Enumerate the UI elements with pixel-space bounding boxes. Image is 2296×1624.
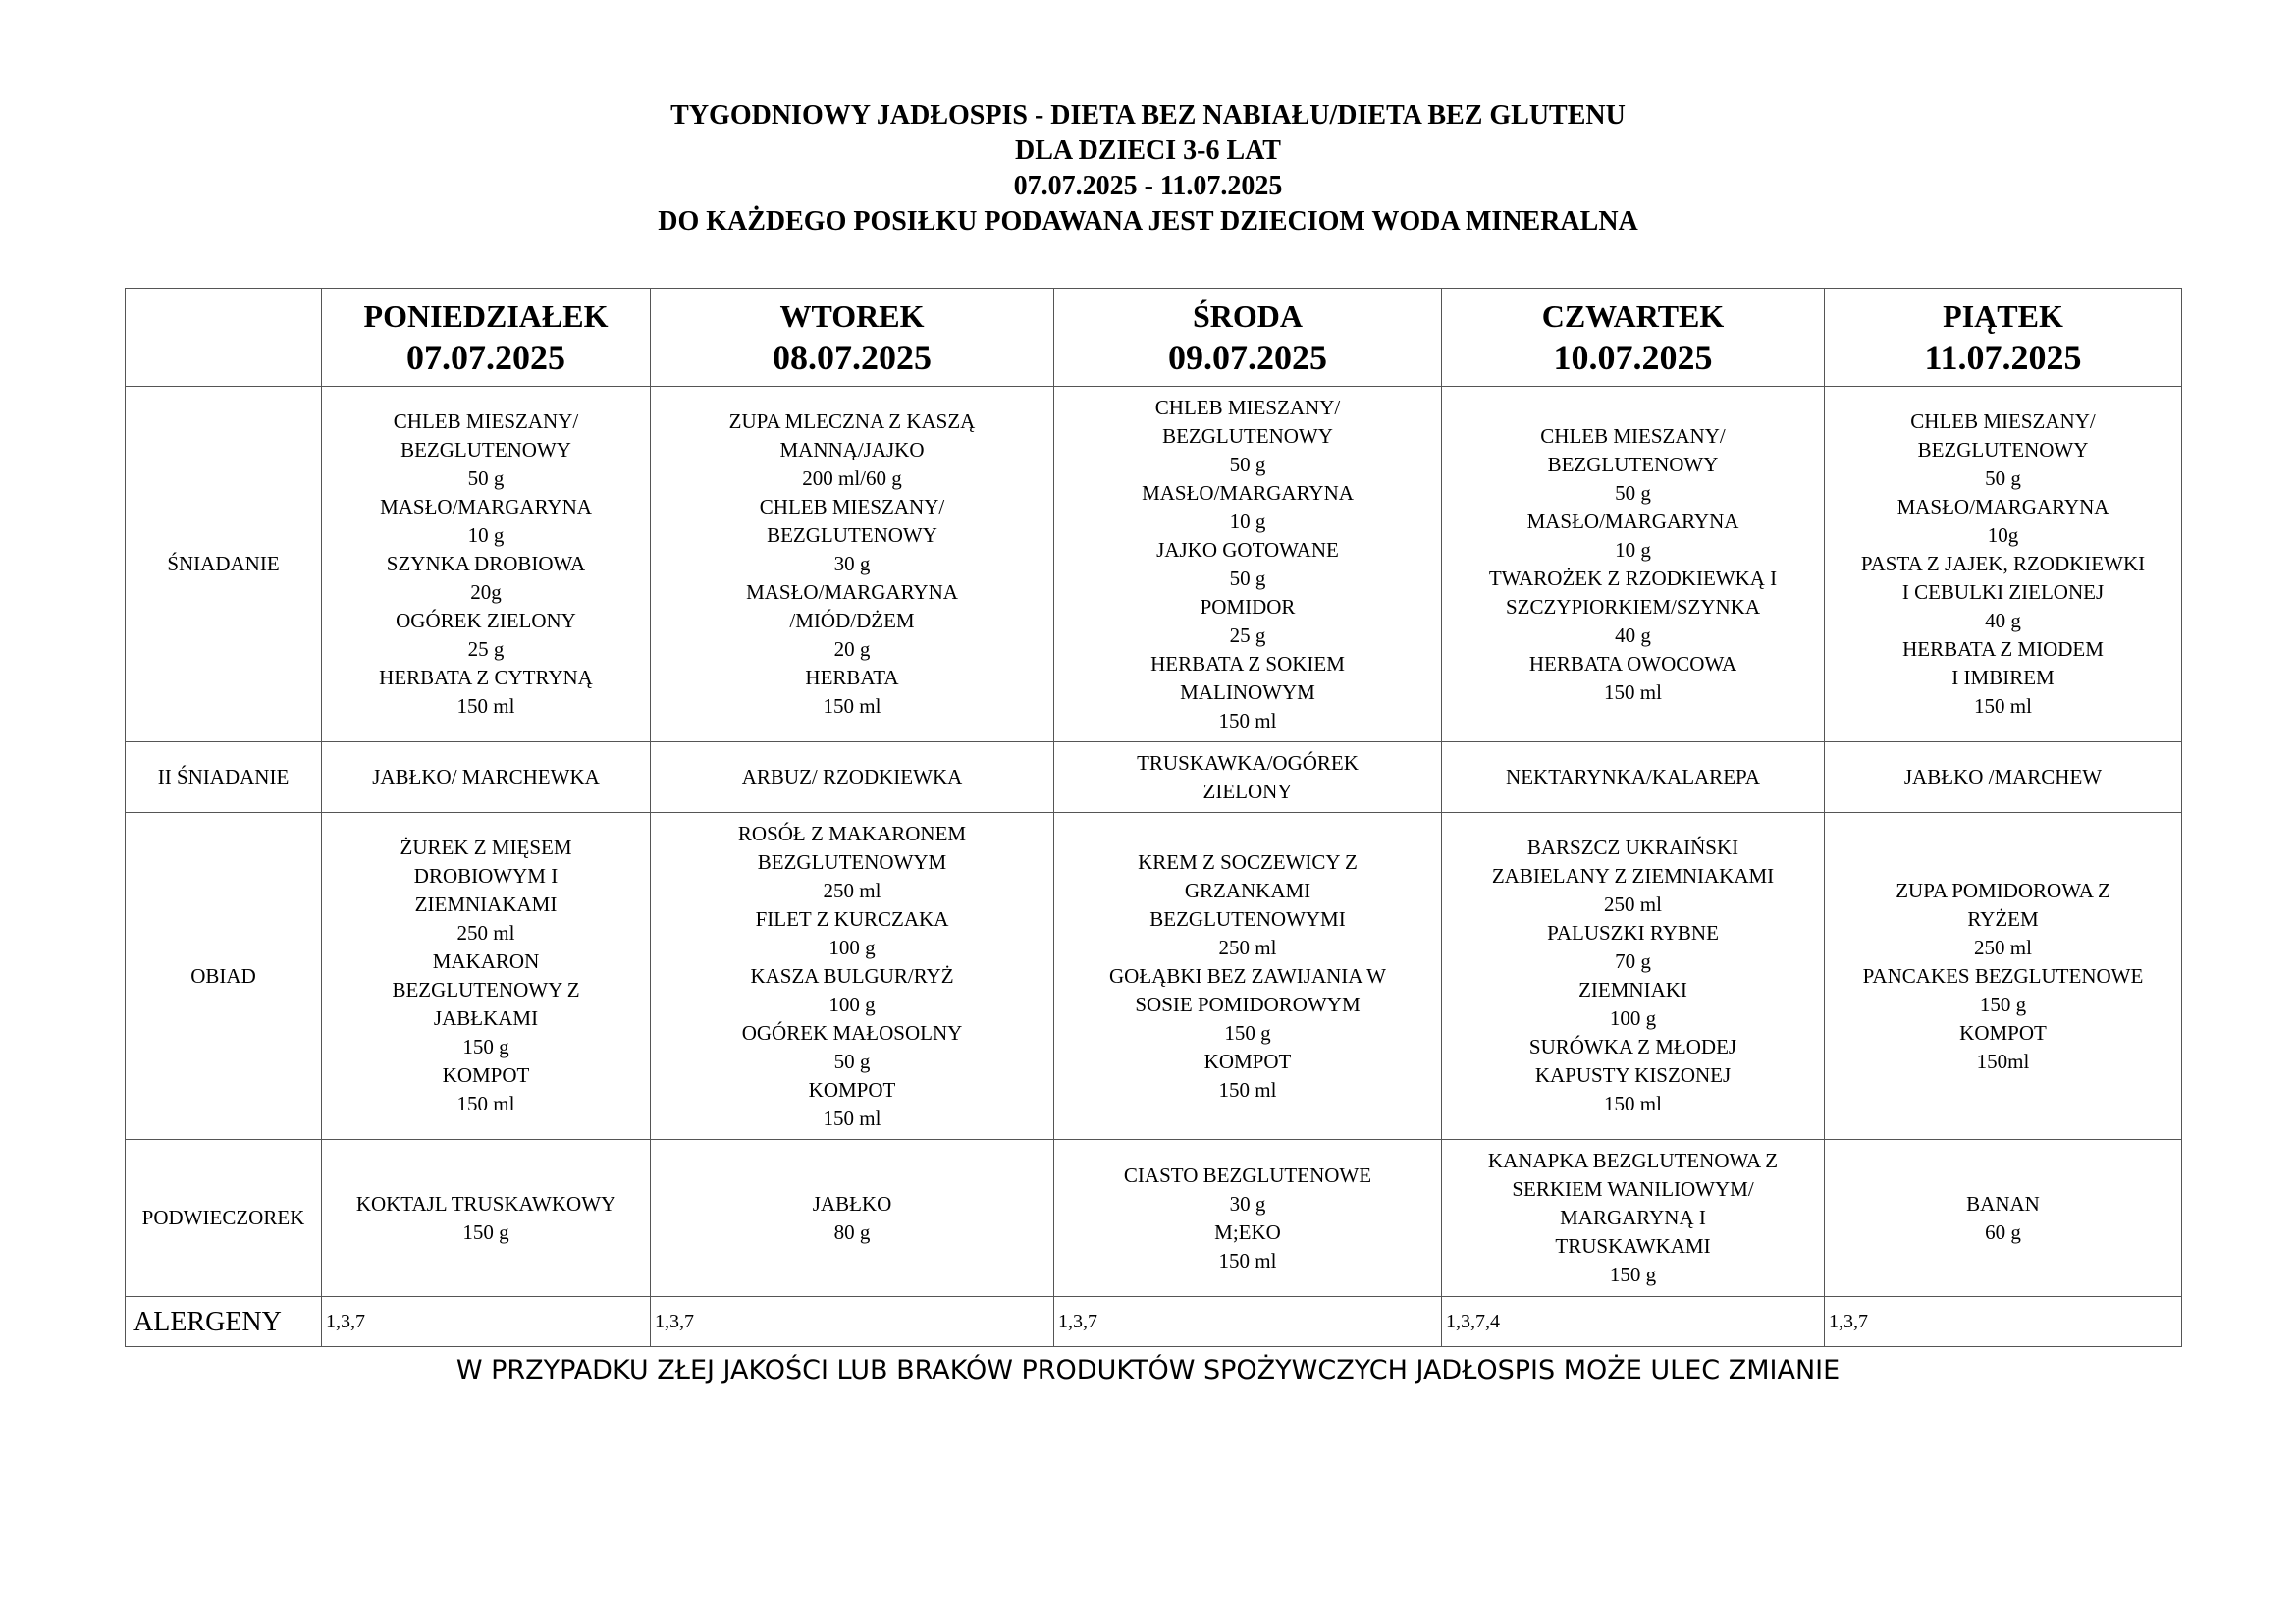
menu-item-line: 100 g xyxy=(828,935,876,959)
day-name: CZWARTEK xyxy=(1541,298,1725,334)
menu-item-line: ARBUZ/ RZODKIEWKA xyxy=(741,765,963,788)
meal-cell xyxy=(1442,387,1825,742)
menu-item-line: CHLEB MIESZANY/ xyxy=(1910,409,2096,433)
menu-table xyxy=(125,288,2182,1347)
menu-item-line: ZIELONY xyxy=(1202,779,1293,803)
menu-item-line: 40 g xyxy=(1985,609,2021,632)
menu-item-line: 30 g xyxy=(1229,1191,1266,1216)
menu-item-line: MASŁO/MARGARYNA xyxy=(746,580,958,604)
menu-item-line: BEZGLUTENOWY Z xyxy=(392,978,580,1001)
menu-item-line: KAPUSTY KISZONEJ xyxy=(1534,1063,1732,1087)
menu-item-line: OGÓREK MAŁOSOLNY xyxy=(741,1020,963,1045)
document-header xyxy=(0,98,2296,240)
day-date: 10.07.2025 xyxy=(1553,337,1713,377)
menu-item-line: PALUSZKI RYBNE xyxy=(1547,921,1719,945)
meal-label: PODWIECZOREK xyxy=(126,1140,322,1297)
day-name: PONIEDZIAŁEK xyxy=(363,298,609,334)
menu-item-line: 250 ml xyxy=(456,921,515,945)
menu-item-line: 150 ml xyxy=(1604,679,1662,704)
menu-item-line: 10 g xyxy=(467,523,505,547)
menu-item-line: HERBATA xyxy=(805,666,899,689)
menu-item-line: SURÓWKA Z MŁODEJ xyxy=(1528,1035,1737,1058)
meal-cell xyxy=(1825,813,2182,1140)
menu-item-line: TRUSKAWKA/OGÓREK xyxy=(1137,750,1359,775)
meal-label: OBIAD xyxy=(126,813,322,1140)
menu-item-line: KOMPOT xyxy=(1203,1049,1292,1073)
menu-item-line: I IMBIREM xyxy=(1951,666,2055,689)
menu-item-line: ZIEMNIAKI xyxy=(1578,978,1687,1001)
menu-item-line: CHLEB MIESZANY/ xyxy=(759,495,945,518)
menu-item-line: 50 g xyxy=(1229,566,1266,590)
menu-item-line: KANAPKA BEZGLUTENOWA Z xyxy=(1487,1149,1779,1172)
menu-item-line: KASZA BULGUR/RYŻ xyxy=(750,963,954,988)
menu-item-line: 50 g xyxy=(1985,466,2021,490)
menu-item-line: MASŁO/MARGARYNA xyxy=(1896,495,2109,518)
menu-item-line: 10 g xyxy=(1615,537,1651,562)
menu-item-line: CHLEB MIESZANY/ xyxy=(1540,423,1726,448)
menu-item-line: 100 g xyxy=(828,992,876,1016)
menu-item-line: 250 ml xyxy=(823,878,881,902)
menu-item-line: ZUPA MLECZNA Z KASZĄ xyxy=(728,409,976,433)
menu-item-line: 150 ml xyxy=(823,694,881,718)
menu-item-line: JAJKO GOTOWANE xyxy=(1156,537,1339,562)
menu-item-line: BEZGLUTENOWY xyxy=(767,523,937,547)
menu-item-line: 150 g xyxy=(462,1219,509,1244)
menu-item-line: 50 g xyxy=(467,466,505,490)
menu-item-line: MANNĄ/JAJKO xyxy=(779,438,925,461)
allergens-label: ALERGENY xyxy=(126,1297,322,1347)
menu-item-line: 150 g xyxy=(1224,1020,1271,1045)
menu-item-line: 20g xyxy=(470,580,502,604)
meal-cell xyxy=(651,813,1054,1140)
menu-item-line: 150 ml xyxy=(1604,1092,1662,1115)
menu-item-line: 10g xyxy=(1987,523,2019,547)
menu-item-line: TWAROŻEK Z RZODKIEWKĄ I xyxy=(1488,566,1778,590)
document-subtitle: DLA DZIECI 3-6 LAT xyxy=(1015,135,1281,166)
menu-item-line: 150 g xyxy=(1979,992,2027,1016)
menu-item-line: TRUSKAWKAMI xyxy=(1555,1234,1711,1258)
menu-item-line: 25 g xyxy=(467,637,505,661)
meal-label: II ŚNIADANIE xyxy=(126,742,322,813)
meal-cell xyxy=(322,813,651,1140)
menu-item-line: BEZGLUTENOWY xyxy=(400,438,571,461)
allergen-cell: 1,3,7 xyxy=(1054,1297,1442,1347)
meal-cell xyxy=(322,387,651,742)
menu-item-line: HERBATA Z CYTRYNĄ xyxy=(379,666,593,689)
meal-cell xyxy=(1825,742,2182,813)
meal-cell xyxy=(322,742,651,813)
day-header-row xyxy=(126,289,2182,387)
meal-cell xyxy=(651,387,1054,742)
menu-item-line: /MIÓD/DŻEM xyxy=(789,609,915,632)
menu-item-line: 150 ml xyxy=(1218,1077,1277,1102)
menu-item-line: POMIDOR xyxy=(1200,594,1296,619)
menu-item-line: PASTA Z JAJEK, RZODKIEWKI xyxy=(1860,552,2146,575)
menu-item-line: 250 ml xyxy=(1218,935,1277,959)
menu-item-line: 10 g xyxy=(1229,509,1266,533)
menu-item-line: HERBATA Z SOKIEM xyxy=(1150,651,1345,676)
menu-item-line: 100 g xyxy=(1609,1006,1657,1030)
day-header xyxy=(1442,289,1825,387)
menu-item-line: ZABIELANY Z ZIEMNIAKAMI xyxy=(1491,864,1775,888)
day-date: 11.07.2025 xyxy=(1924,337,2082,377)
meal-row-sniadanie xyxy=(126,387,2182,742)
menu-item-line: 50 g xyxy=(1615,480,1651,505)
menu-item-line: 60 g xyxy=(1985,1219,2021,1244)
menu-item-line: HERBATA Z MIODEM xyxy=(1902,637,2104,661)
footer-note: W PRZYPADKU ZŁEJ JAKOŚCI LUB BRAKÓW PRODUKTÓW SPOŻYWCZYCH JADŁOSPIS MOŻE ULEC ZMIANIE xyxy=(455,1355,1841,1385)
menu-item-line: JABŁKO/ MARCHEWKA xyxy=(372,765,600,788)
menu-item-line: BEZGLUTENOWY xyxy=(1162,423,1333,448)
menu-item-line: 150 ml xyxy=(823,1106,881,1130)
meal-row-ii-sniadanie xyxy=(126,742,2182,813)
document-note: DO KAŻDEGO POSIŁKU PODAWANA JEST DZIECIOM WODA MINERALNA xyxy=(658,206,1638,237)
day-date: 07.07.2025 xyxy=(406,337,565,377)
day-date: 08.07.2025 xyxy=(773,337,932,377)
menu-item-line: 250 ml xyxy=(1974,935,2032,959)
menu-item-line: 150 ml xyxy=(1218,1248,1277,1272)
menu-item-line: BANAN xyxy=(1966,1191,2040,1216)
menu-item-line: MASŁO/MARGARYNA xyxy=(1526,509,1739,533)
day-date: 09.07.2025 xyxy=(1168,337,1327,377)
meal-row-obiad xyxy=(126,813,2182,1140)
menu-item-line: M;EKO xyxy=(1214,1219,1281,1244)
menu-item-line: JABŁKO /MARCHEW xyxy=(1903,765,2103,788)
menu-item-line: ŻUREK Z MIĘSEM xyxy=(400,836,572,859)
allergens-row xyxy=(126,1297,2182,1347)
menu-item-line: GOŁĄBKI BEZ ZAWIJANIA W xyxy=(1109,963,1386,988)
menu-item-line: 20 g xyxy=(833,637,871,661)
meal-label: ŚNIADANIE xyxy=(126,387,322,742)
menu-item-line: I CEBULKI ZIELONEJ xyxy=(1901,580,2105,604)
menu-item-line: BARSZCZ UKRAIŃSKI xyxy=(1526,836,1739,859)
menu-item-line: 40 g xyxy=(1615,623,1651,647)
menu-item-line: KOMPOT xyxy=(1959,1020,2047,1045)
meal-cell xyxy=(1825,1140,2182,1297)
meal-cell xyxy=(322,1140,651,1297)
menu-item-line: GRZANKAMI xyxy=(1184,878,1311,902)
meal-cell xyxy=(1825,387,2182,742)
meal-cell xyxy=(1442,742,1825,813)
menu-item-line: 80 g xyxy=(833,1219,871,1244)
day-name: PIĄTEK xyxy=(1943,298,2063,334)
menu-item-line: CIASTO BEZGLUTENOWE xyxy=(1123,1163,1372,1187)
menu-item-line: 50 g xyxy=(833,1049,871,1073)
day-header xyxy=(1054,289,1442,387)
menu-item-line: 70 g xyxy=(1615,949,1651,973)
menu-item-line: 50 g xyxy=(1229,452,1266,476)
menu-item-line: SZYNKA DROBIOWA xyxy=(386,552,586,575)
menu-item-line: FILET Z KURCZAKA xyxy=(755,906,949,931)
day-header xyxy=(322,289,651,387)
menu-item-line: 150 ml xyxy=(456,694,515,718)
allergen-cell: 1,3,7 xyxy=(322,1297,651,1347)
menu-item-line: 200 ml/60 g xyxy=(802,466,902,490)
menu-item-line: ZUPA POMIDOROWA Z xyxy=(1896,878,2110,902)
day-header xyxy=(651,289,1054,387)
menu-item-line: NEKTARYNKA/KALAREPA xyxy=(1506,765,1760,788)
menu-item-line: KOMPOT xyxy=(442,1063,530,1087)
day-header xyxy=(1825,289,2182,387)
menu-item-line: MASŁO/MARGARYNA xyxy=(1142,480,1354,505)
menu-item-line: SERKIEM WANILIOWYM/ xyxy=(1512,1177,1754,1201)
day-name: ŚRODA xyxy=(1192,298,1303,334)
menu-item-line: BEZGLUTENOWY xyxy=(1917,438,2089,461)
menu-item-line: PANCAKES BEZGLUTENOWE xyxy=(1862,963,2144,988)
meal-cell xyxy=(1054,387,1442,742)
menu-item-line: KOMPOT xyxy=(808,1077,896,1102)
menu-item-line: DROBIOWYM I xyxy=(413,864,559,888)
menu-item-line: HERBATA OWOCOWA xyxy=(1528,651,1737,676)
menu-item-line: 150 ml xyxy=(456,1092,515,1115)
meal-cell xyxy=(1054,742,1442,813)
menu-item-line: JABŁKO xyxy=(812,1191,892,1216)
document-title: TYGODNIOWY JADŁOSPIS - DIETA BEZ NABIAŁU/DIETA BEZ GLUTENU xyxy=(670,100,1626,131)
menu-item-line: MASŁO/MARGARYNA xyxy=(380,495,592,518)
corner-cell xyxy=(126,289,322,387)
menu-item-line: 25 g xyxy=(1229,623,1266,647)
menu-item-line: JABŁKAMI xyxy=(433,1006,539,1030)
menu-item-line: SZCZYPIORKIEM/SZYNKA xyxy=(1505,594,1760,619)
menu-item-line: ZIEMNIAKAMI xyxy=(414,893,558,916)
menu-item-line: CHLEB MIESZANY/ xyxy=(1154,395,1341,419)
menu-item-line: RYŻEM xyxy=(1967,906,2039,931)
menu-item-line: BEZGLUTENOWY xyxy=(1547,452,1719,476)
allergen-cell: 1,3,7,4 xyxy=(1442,1297,1825,1347)
menu-item-line: 30 g xyxy=(833,552,871,575)
meal-cell xyxy=(1442,1140,1825,1297)
menu-item-line: 150 g xyxy=(462,1035,509,1058)
menu-item-line: OGÓREK ZIELONY xyxy=(396,609,576,632)
meal-row-podwieczorek xyxy=(126,1140,2182,1297)
menu-item-line: 150ml xyxy=(1976,1049,2030,1073)
day-name: WTOREK xyxy=(779,298,925,334)
meal-cell xyxy=(1442,813,1825,1140)
meal-cell xyxy=(1054,813,1442,1140)
document-period: 07.07.2025 - 11.07.2025 xyxy=(1013,171,1283,201)
menu-item-line: 150 g xyxy=(1609,1263,1657,1286)
menu-item-line: 150 ml xyxy=(1974,694,2032,718)
menu-item-line: SOSIE POMIDOROWYM xyxy=(1135,992,1361,1016)
menu-item-line: MARGARYNĄ I xyxy=(1560,1206,1706,1229)
allergen-cell: 1,3,7 xyxy=(651,1297,1054,1347)
menu-item-line: MAKARON xyxy=(432,949,540,973)
allergen-cell: 1,3,7 xyxy=(1825,1297,2182,1347)
menu-item-line: KREM Z SOCZEWICY Z xyxy=(1138,849,1358,874)
meal-cell xyxy=(651,1140,1054,1297)
menu-item-line: 150 ml xyxy=(1218,708,1277,732)
meal-cell xyxy=(1054,1140,1442,1297)
menu-item-line: CHLEB MIESZANY/ xyxy=(393,409,579,433)
menu-item-line: BEZGLUTENOWYMI xyxy=(1149,906,1346,931)
meal-cell xyxy=(651,742,1054,813)
menu-item-line: 250 ml xyxy=(1604,893,1662,916)
menu-item-line: KOKTAJL TRUSKAWKOWY xyxy=(355,1191,616,1216)
menu-item-line: MALINOWYM xyxy=(1180,679,1315,704)
menu-item-line: ROSÓŁ Z MAKARONEM xyxy=(737,821,967,845)
menu-item-line: BEZGLUTENOWYM xyxy=(757,849,947,874)
